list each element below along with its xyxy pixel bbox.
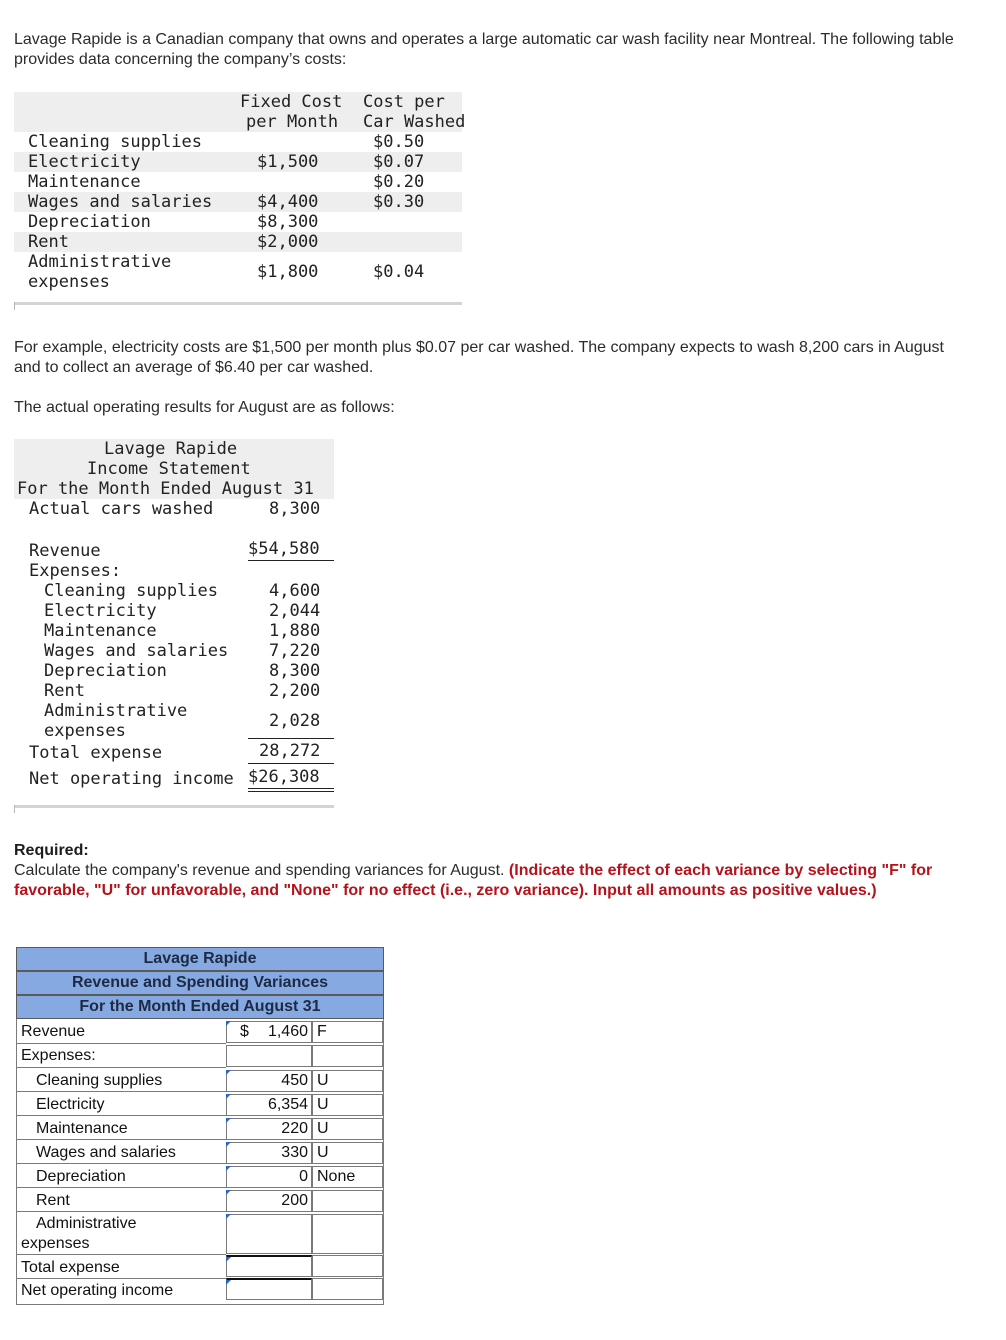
cost-row-per-car: $0.04 <box>373 262 425 282</box>
input-corner-marker <box>226 1257 231 1262</box>
variance-row-label: Electricity <box>36 1096 105 1113</box>
expenses-underline <box>248 738 334 739</box>
cost-row-label: Rent <box>28 232 69 252</box>
row-divider <box>16 1211 226 1212</box>
cost-row-fixed: $4,400 <box>257 192 319 212</box>
variance-noi-label: Net operating income <box>21 1282 174 1299</box>
income-period: For the Month Ended August 31 <box>17 479 314 499</box>
cost-row-fixed: $1,800 <box>257 262 319 282</box>
cost-row-label: Wages and salaries <box>28 192 213 212</box>
variance-amount: 200 <box>281 1192 308 1209</box>
variance-effect: U <box>317 1120 329 1137</box>
row-divider <box>16 1187 226 1188</box>
revenue-currency: $ <box>240 1023 249 1040</box>
variance-row-label: Depreciation <box>36 1168 126 1185</box>
revenue-underline <box>248 560 334 561</box>
noi-effect-select[interactable] <box>312 1278 383 1300</box>
variance-revenue-label: Revenue <box>21 1023 86 1040</box>
row-band <box>14 232 462 252</box>
revenue-value: $54,580 <box>248 539 320 559</box>
net-operating-income-value: $26,308 <box>248 767 320 787</box>
expense-label: Electricity <box>44 601 157 621</box>
expenses-label: Expenses: <box>29 561 122 581</box>
cost-row-fixed: $8,300 <box>257 212 319 232</box>
variance-table-company: Lavage Rapide <box>16 947 384 971</box>
row-divider <box>16 1139 226 1140</box>
total-amount-input[interactable] <box>226 1255 312 1277</box>
expense-value: 2,028 <box>269 711 321 731</box>
example-paragraph: For example, electricity costs are $1,500 per month plus $0.07 per car washed. The company expects to wash 8,200 cars in August and to collect an average of $6.40 per car washed. <box>14 339 944 376</box>
cost-row-label-line2: expenses <box>28 272 110 292</box>
expense-value: 1,880 <box>269 621 321 641</box>
header-fixed-cost: Fixed Cost <box>240 92 343 112</box>
expense-value: 2,200 <box>269 681 321 701</box>
variance-table-period: For the Month Ended August 31 <box>16 995 384 1019</box>
header-per-month: per Month <box>246 112 339 132</box>
revenue-label: Revenue <box>29 541 101 561</box>
row-divider <box>16 1067 226 1068</box>
intro-paragraph: Lavage Rapide is a Canadian company that owns and operates a large automatic car wash facility near Montreal. The following table provides data concerning the company’s costs: <box>14 31 954 68</box>
income-title: Income Statement <box>87 459 251 479</box>
income-statement <box>14 439 336 814</box>
variance-amount: 0 <box>299 1168 308 1185</box>
variance-expenses-label: Expenses: <box>21 1047 96 1064</box>
cost-row-label: Cleaning supplies <box>28 132 202 152</box>
noi-double-underline-2 <box>248 791 334 792</box>
cost-row-label: Depreciation <box>28 212 151 232</box>
required-text <box>14 861 954 901</box>
noi-amount-input[interactable] <box>226 1278 312 1300</box>
variance-row-label-line2: expenses <box>21 1235 90 1252</box>
variance-table-title: Revenue and Spending Variances <box>16 971 384 995</box>
cost-row-label: Maintenance <box>28 172 141 192</box>
variance-row-label: Administrative <box>36 1215 137 1232</box>
table-bottom-tick <box>14 302 15 310</box>
variance-effect: U <box>317 1096 329 1113</box>
row-divider <box>16 1163 226 1164</box>
expense-value: 7,220 <box>269 641 321 661</box>
expense-value: 8,300 <box>269 661 321 681</box>
row-divider <box>16 1091 226 1092</box>
total-expense-value: 28,272 <box>259 741 321 761</box>
variance-effect: U <box>317 1072 329 1089</box>
expenses-amount-blank <box>226 1045 312 1067</box>
variance-effect: None <box>317 1168 356 1185</box>
table-left-edge <box>16 1019 17 1305</box>
variance-amount: 6,354 <box>267 1096 308 1113</box>
cost-row-fixed: $1,500 <box>257 152 319 172</box>
variance-amount: 450 <box>281 1072 308 1089</box>
row-divider <box>16 1254 226 1255</box>
income-company-name: Lavage Rapide <box>104 439 238 459</box>
variance-row-label: Wages and salaries <box>36 1144 176 1161</box>
expense-label-line2: expenses <box>44 721 126 741</box>
revenue-amount: 1,460 <box>267 1023 308 1040</box>
net-operating-income-label: Net operating income <box>29 769 234 789</box>
noi-double-underline-1 <box>248 788 334 789</box>
variance-amount-input[interactable] <box>226 1214 312 1254</box>
expense-label: Cleaning supplies <box>44 581 218 601</box>
total-expense-label: Total expense <box>29 743 163 763</box>
expense-label: Administrative <box>44 701 188 721</box>
required-question: Calculate the company's revenue and spending variances for August. <box>14 862 509 879</box>
required-heading: Required: <box>14 842 89 859</box>
header-cost-per: Cost per <box>363 92 445 112</box>
expense-value: 4,600 <box>269 581 321 601</box>
expense-label: Wages and salaries <box>44 641 229 661</box>
cost-row-per-car: $0.07 <box>373 152 425 172</box>
variance-effect-select[interactable] <box>312 1214 383 1254</box>
expense-label: Rent <box>44 681 85 701</box>
variance-row-label: Maintenance <box>36 1120 128 1137</box>
revenue-effect: F <box>317 1023 327 1040</box>
row-divider <box>16 1278 226 1279</box>
income-bottom-rule <box>14 805 334 808</box>
variance-effect: U <box>317 1144 329 1161</box>
variance-effect-select[interactable] <box>312 1190 383 1212</box>
variance-row-label: Rent <box>36 1192 70 1209</box>
cars-washed-value: 8,300 <box>269 499 321 519</box>
input-corner-marker <box>226 1214 231 1219</box>
expense-label: Depreciation <box>44 661 167 681</box>
row-divider <box>16 1115 226 1116</box>
required-instruction: (Indicate the effect of each variance by selecting "F" for favorable, "U" for unfavorable, and "None" for no effect (i.e., zero variance). Input all amounts as positive values.) <box>14 862 933 899</box>
cost-row-per-car: $0.20 <box>373 172 425 192</box>
income-bottom-tick <box>14 805 15 813</box>
cost-row-label: Administrative <box>28 252 172 272</box>
variance-total-label: Total expense <box>21 1259 120 1276</box>
header-car-washed: Car Washed <box>363 112 466 132</box>
actual-results-paragraph: The actual operating results for August are as follows: <box>14 399 395 416</box>
row-divider <box>16 1043 226 1044</box>
cost-row-label: Electricity <box>28 152 141 172</box>
cost-row-fixed: $2,000 <box>257 232 319 252</box>
cost-row-per-car: $0.50 <box>373 132 425 152</box>
input-corner-marker <box>226 1021 231 1026</box>
cost-row-per-car: $0.30 <box>373 192 425 212</box>
table-bottom-rule <box>14 302 462 305</box>
total-underline <box>248 763 334 764</box>
expenses-effect-blank <box>312 1045 383 1067</box>
variance-row-label: Cleaning supplies <box>36 1072 163 1089</box>
cost-table <box>14 92 464 312</box>
variance-amount: 330 <box>281 1144 308 1161</box>
total-effect-select[interactable] <box>312 1255 383 1277</box>
variance-amount: 220 <box>281 1120 308 1137</box>
input-corner-marker <box>226 1280 231 1285</box>
expense-value: 2,044 <box>269 601 321 621</box>
variance-answer-table <box>16 947 384 1305</box>
cars-washed-label: Actual cars washed <box>29 499 214 519</box>
expense-label: Maintenance <box>44 621 157 641</box>
